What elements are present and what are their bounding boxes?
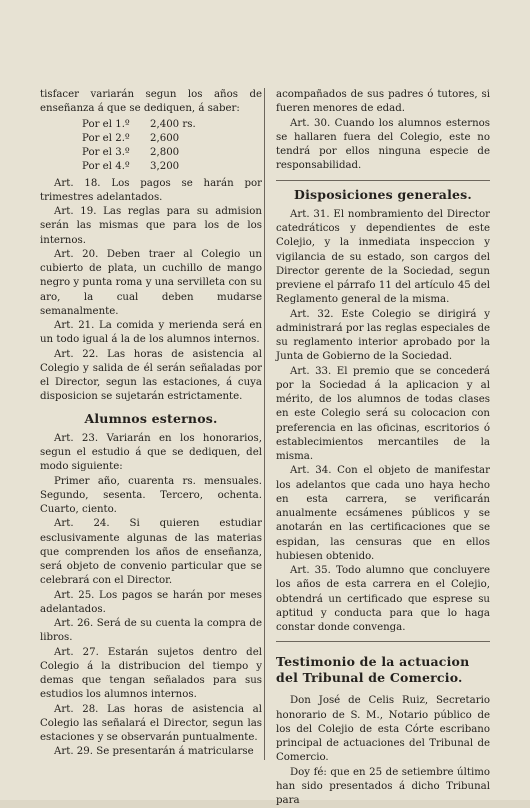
article-31: Art. 31. El nombramiento del Director catedráticos y dependientes de este Colejio, y la inmediata inspeccion y vigilancia de su estado, son cargos del Director gerente de la Sociedad, segun previene el párrafo 11 del artículo 45 del Reglamento general de la misma.	[276, 208, 490, 308]
article-35: Art. 35. Todo alumno que concluyere los años de esta carrera en el Colejio, obtendrá un certificado que esprese su aptitud y conducta para que lo haga constar donde convenga.	[276, 564, 490, 635]
price-value: 2,800	[134, 146, 179, 160]
article-33: Art. 33. El premio que se concederá por la Sociedad á la aplicacion y al mérito, de los alumnos de todas clases en este Colegio será su colocacion con preferencia en las oficinas, escritorios ó establecimientos mercantiles de la misma.	[276, 365, 490, 465]
article-21: Art. 21. La comida y merienda será en un todo igual á la de los alumnos internos.	[40, 319, 262, 348]
article-25: Art. 25. Los pagos se harán por meses adelantados.	[40, 589, 262, 618]
article-27: Art. 27. Estarán sujetos dentro del Colegio á la distribucion del tiempo y demas que tengan señalados para sus estudios los alumnos internos.	[40, 646, 262, 703]
article-20: Art. 20. Deben traer al Colegio un cubierto de plata, un cuchillo de mango negro y punta roma y una servilleta con su aro, la cual deben mudarse semanalmente.	[40, 248, 262, 319]
article-34: Art. 34. Con el objeto de manifestar los adelantos que cada uno haya hecho en esta carrera, se verificarán anualmente ecsámenes públicos y se anotarán en las certificaciones que se espidan, las censuras que en ellos hubiesen obtenido.	[276, 464, 490, 564]
article-28: Art. 28. Las horas de asistencia al Colegio las señalará el Director, segun las estaciones y se observarán puntualmente.	[40, 703, 262, 746]
article-24: Art. 24. Si quieren estudiar esclusivamente algunas de las materias que comprenden los años de enseñanza, será objeto de convenio particular que se celebrará con el Director.	[40, 517, 262, 588]
right-column	[276, 88, 490, 808]
price-row	[40, 146, 262, 160]
price-label: Por el 3.º	[40, 146, 134, 160]
paragraph-doy-fe: Doy fé: que en 25 de setiembre último han sido presentados á dicho Tribunal para	[276, 766, 490, 808]
price-label: Por el 2.º	[40, 132, 134, 146]
price-list	[40, 118, 262, 175]
article-26: Art. 26. Será de su cuenta la compra de libros.	[40, 617, 262, 646]
article-30: Art. 30. Cuando los alumnos esternos se hallaren fuera del Colegio, este no tendrá por ellos ninguna especie de responsabilidad.	[276, 117, 490, 174]
paragraph-continuation: tisfacer variarán segun los años de enseñanza á que se dediquen, á saber:	[40, 88, 262, 117]
price-value: 2,400 rs.	[134, 118, 196, 132]
price-value: 3,200	[134, 160, 179, 174]
section-heading-testimonio: Testimonio de la actuacion del Tribunal de Comercio.	[276, 654, 490, 686]
section-rule	[276, 641, 490, 642]
article-29: Art. 29. Se presentarán á matricularse	[40, 745, 262, 759]
price-row	[40, 132, 262, 146]
price-label: Por el 1.º	[40, 118, 134, 132]
price-value: 2,600	[134, 132, 179, 146]
article-19: Art. 19. Las reglas para su admision serán las mismas que para los de los internos.	[40, 205, 262, 248]
price-row	[40, 160, 262, 174]
price-label: Por el 4.º	[40, 160, 134, 174]
section-rule	[276, 180, 490, 181]
article-23: Art. 23. Variarán en los honorarios, segun el estudio á que se dediquen, del modo siguiente:	[40, 432, 262, 475]
left-column	[40, 88, 262, 760]
article-22: Art. 22. Las horas de asistencia al Colegio y salida de él serán señaladas por el Director, segun las estaciones, á cuya disposicion se sujetarán estrictamente.	[40, 348, 262, 405]
column-divider	[264, 88, 265, 760]
section-heading-generales: Disposiciones generales.	[276, 188, 490, 202]
section-heading-externos: Alumnos esternos.	[40, 412, 262, 426]
article-29-continuation: acompañados de sus padres ó tutores, si fueren menores de edad.	[276, 88, 490, 117]
article-32: Art. 32. Este Colegio se dirigirá y administrará por las reglas especiales de su reglamento interior aprobado por la Junta de Gobierno de la Sociedad.	[276, 308, 490, 365]
article-23-fees: Primer año, cuarenta rs. mensuales. Segundo, sesenta. Tercero, ochenta. Cuarto, ciento.	[40, 475, 262, 518]
paragraph-celis: Don José de Celis Ruiz, Secretario honorario de S. M., Notario público de los del Colejio de esta Córte escribano principal de actuaciones del Tribunal de Comercio.	[276, 694, 490, 765]
price-row	[40, 118, 262, 132]
article-18: Art. 18. Los pagos se harán por trimestres adelantados.	[40, 177, 262, 206]
